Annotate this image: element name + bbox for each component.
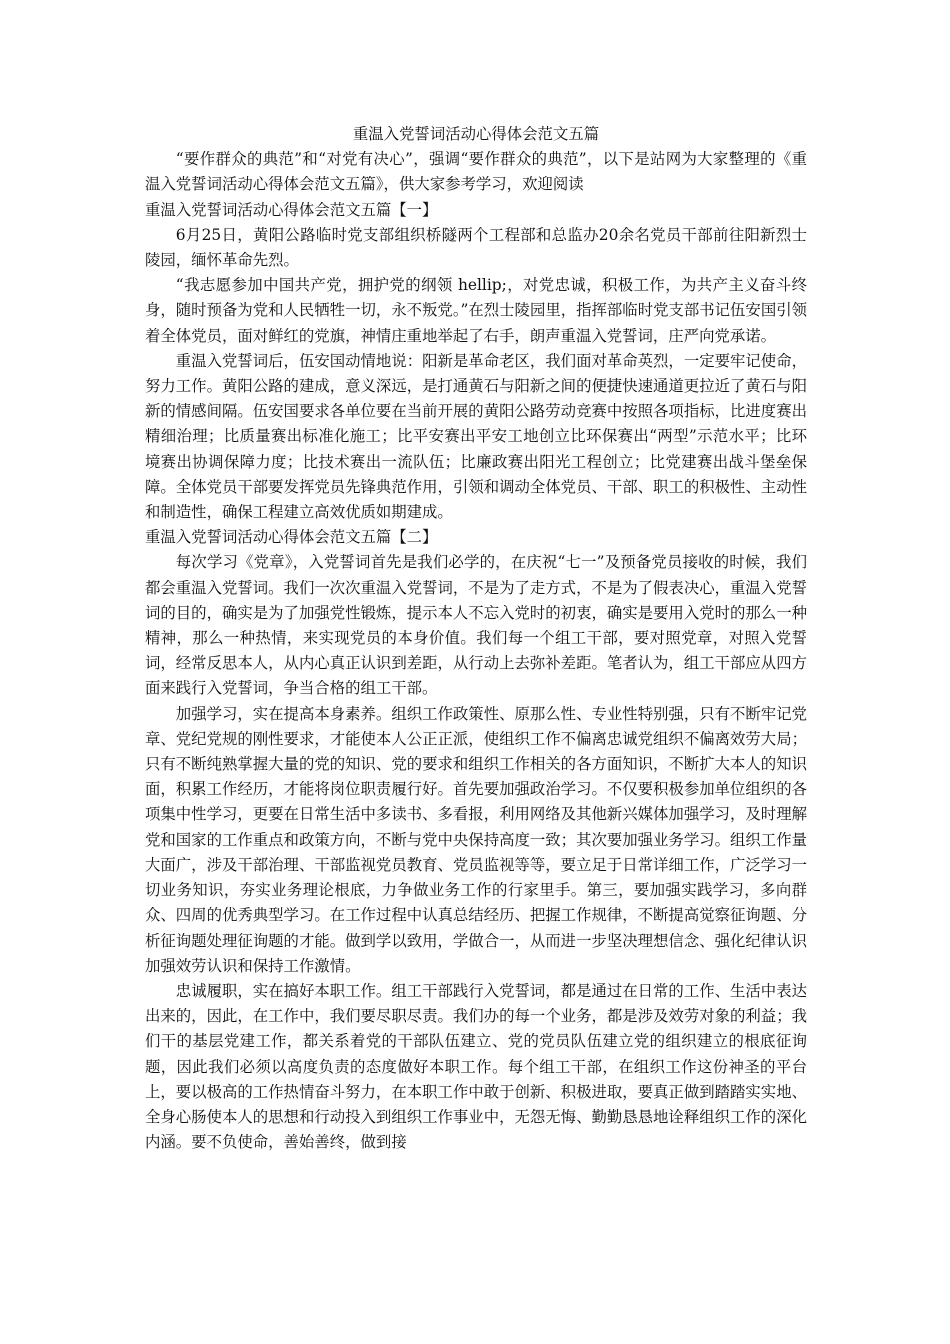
intro-paragraph: “要作群众的典范”和“对党有决心”，强调“要作群众的典范”，以下是站网为大家整理的《重温入党誓词活动心得体会范文五篇》，供大家参考学习，欢迎阅读 — [145, 150, 807, 194]
section-1-heading: 重温入党誓词活动心得体会范文五篇【一】 — [145, 200, 438, 219]
document-title: 重温入党誓词活动心得体会范文五篇 — [352, 125, 600, 143]
section-2-heading: 重温入党誓词活动心得体会范文五篇【二】 — [145, 528, 438, 547]
section-2-paragraph-3: 忠诚履职，实在搞好本职工作。组工干部践行入党誓词，都是通过在日常的工作、生活中表达出来的，因此，在工作中，我们要尽职尽责。我们办的每一个业务，都是涉及效劳对象的利益；我们干的基层党建工作，都关系着党的干部队伍建立、党的党员队伍建立党的组织建立的根底征询题，因此我们必须以高度负责的态度做好本职工作。每个组工干部，在组织工作这份神圣的平台上，要以极高的工作热情奋斗努力，在本职工作中敢于创新、积极进取，要真正做到踏踏实实地、全身心肠使本人的思想和行动投入到组织工作事业中，无怨无悔、勤勤恳恳地诠释组织工作的深化内涵。要不负使命，善始善终，做到接 — [145, 981, 807, 1152]
section-1-paragraph-1: 6月25日，黄阳公路临时党支部组织桥隧两个工程部和总监办20余名党员干部前往阳新烈士陵园，缅怀革命先烈。 — [145, 225, 807, 270]
section-1-paragraph-2: “我志愿参加中国共产党，拥护党的纲领 hellip;，对党忠诚，积极工作，为共产主义奋斗终身，随时预备为党和人民牺牲一切，永不叛党。”在烈士陵园里，指挥部临时党支部书记伍安国引领着全体党员，面对鲜红的党旗，神情庄重地举起了右手，朗声重温入党誓词，庄严向党承诺。 — [145, 276, 807, 345]
section-1-paragraph-3: 重温入党誓词后，伍安国动情地说：阳新是革命老区，我们面对革命英烈，一定要牢记使命，努力工作。黄阳公路的建成，意义深远，是打通黄石与阳新之间的便捷快速通道更拉近了黄石与阳新的情感间隔。伍安国要求各单位要在当前开展的黄阳公路劳动竞赛中按照各项指标，比进度赛出精细治理；比质量赛出标准化施工；比平安赛出平安工地创立比环保赛出“两型”示范水平；比环境赛出协调保障力度；比技术赛出一流队伍；比廉政赛出阳光工程创立；比党建赛出战斗堡垒保障。全体党员干部要发挥党员先锋典范作用，引领和调动全体党员、干部、职工的积极性、主动性和制造性，确保工程建立高效优质如期建成。 — [145, 351, 807, 522]
document-page — [145, 122, 807, 1155]
section-2-paragraph-1: 每次学习《党章》，入党誓词首先是我们必学的，在庆祝“七一”及预备党员接收的时候，我们都会重温入党誓词。我们一次次重温入党誓词，不是为了走方式，不是为了假表决心，重温入党誓词的目的，确实是为了加强党性锻炼，提示本人不忘入党时的初衷，确实是要用入党时的那么一种精神，那么一种热情，来实现党员的本身价值。我们每一个组工干部，要对照党章，对照入党誓词，经常反思本人，从内心真正认识到差距，从行动上去弥补差距。笔者认为，组工干部应从四方面来践行入党誓词，争当合格的组工干部。 — [145, 553, 807, 698]
section-2-paragraph-2: 加强学习，实在提高本身素养。组织工作政策性、原那么性、专业性特别强，只有不断牢记党章、党纪党规的刚性要求，才能使本人公正正派，使组织工作不偏离忠诚党组织不偏离效劳大局；只有不断纯熟掌握大量的党的知识、党的要求和组织工作相关的各方面知识，不断扩大本人的知识面，积累工作经历，才能将岗位职责履行好。首先要加强政治学习。不仅要积极参加单位组织的各项集中性学习，更要在日常生活中多读书、多看报，利用网络及其他新兴媒体加强学习，及时理解党和国家的工作重点和政策方向，不断与党中央保持高度一致；其次要加强业务学习。组织工作量大面广，涉及干部治理、干部监视党员教育、党员监视等等，要立足于日常详细工作，广泛学习一切业务知识，夯实业务理论根底，力争做业务工作的行家里手。第三，要加强实践学习，多向群众、四周的优秀典型学习。在工作过程中认真总结经历、把握工作规律，不断提高觉察征询题、分析征询题处理征询题的才能。做到学以致用，学做合一，从而进一步坚决理想信念、强化纪律认识加强效劳认识和保持工作激情。 — [145, 704, 807, 975]
